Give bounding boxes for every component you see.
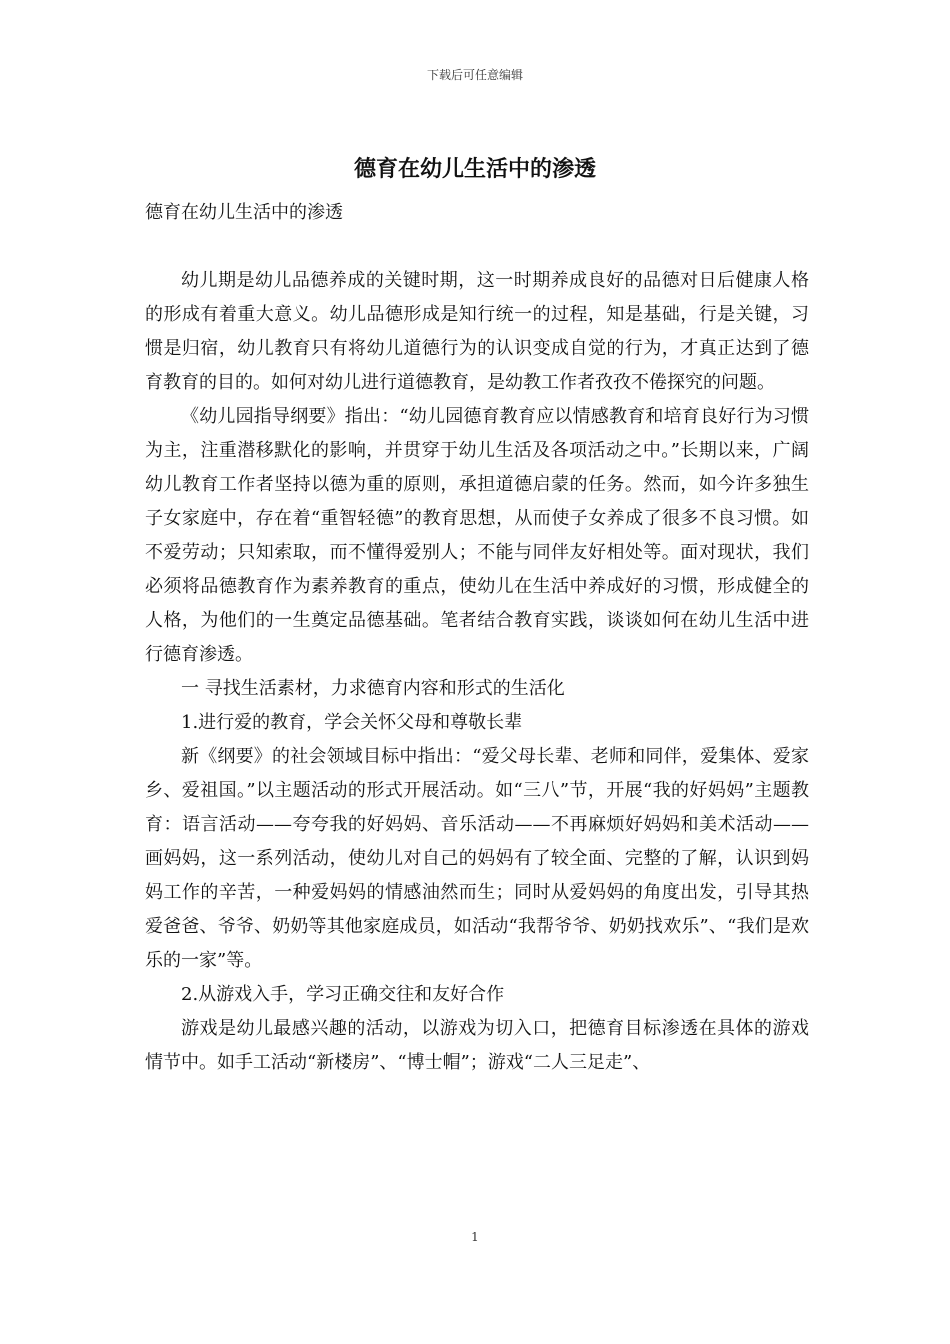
subsection-heading-1: 1.进行爱的教育，学会关怀父母和尊敬长辈 (181, 712, 523, 733)
paragraph-games: 游戏是幼儿最感兴趣的活动，以游戏为切入口，把德育目标渗透在具体的游戏情节中。如手工活动“新楼房”、“博士帽”；游戏“二人三足走”、 (145, 1018, 809, 1073)
paragraph-intro: 幼儿期是幼儿品德养成的关键时期，这一时期养成良好的品德对日后健康人格的形成有着重大意义。幼儿品德形成是知行统一的过程，知是基础，行是关键，习惯是归宿，幼儿教育只有将幼儿道德行为的认识变成自觉的行为，才真正达到了德育教育的目的。如何对幼儿进行道德教育，是幼教工作者孜孜不倦探究的问题。 (145, 270, 809, 393)
paragraph-guideline: 《幼儿园指导纲要》指出：“幼儿园德育教育应以情感教育和培育良好行为习惯为主，注重潜移默化的影响，并贯穿于幼儿生活及各项活动之中。”长期以来，广阔幼儿教育工作者坚持以德为重的原则，承担道德启蒙的任务。然而，如今许多独生子女家庭中，存在着“重智轻德”的教育思想，从而使子女养成了很多不良习惯。如不爱劳动；只知索取，而不懂得爱别人；不能与同伴友好相处等。面对现状，我们必须将品德教育作为素养教育的重点，使幼儿在生活中养成好的习惯，形成健全的人格，为他们的一生奠定品德基础。笔者结合教育实践，谈谈如何在幼儿生活中进行德育渗透。 (145, 406, 809, 665)
document-body (145, 196, 809, 1080)
subsection-heading-2: 2.从游戏入手，学习正确交往和友好合作 (181, 984, 505, 1005)
document-title: 德育在幼儿生活中的渗透 (353, 157, 596, 182)
page-number: 1 (471, 1230, 479, 1244)
paragraph-love-education: 新《纲要》的社会领域目标中指出：“爱父母长辈、老师和同伴，爱集体、爱家乡、爱祖国。”以主题活动的形式开展活动。如“三八”节，开展“我的好妈妈”主题教育：语言活动——夸夸我的好妈妈、音乐活动——不再麻烦好妈妈和美术活动——画妈妈，这一系列活动，使幼儿对自己的妈妈有了较全面、完整的了解，认识到妈妈工作的辛苦，一种爱妈妈的情感油然而生；同时从爱妈妈的角度出发，引导其热爱爸爸、爷爷、奶奶等其他家庭成员，如活动“我帮爷爷、奶奶找欢乐”、“我们是欢乐的一家”等。 (145, 746, 809, 971)
document-subtitle: 德育在幼儿生活中的渗透 (145, 202, 343, 223)
page-header: 下载后可任意编辑 (426, 68, 523, 82)
section-heading-1: 一 寻找生活素材，力求德育内容和形式的生活化 (181, 678, 565, 699)
